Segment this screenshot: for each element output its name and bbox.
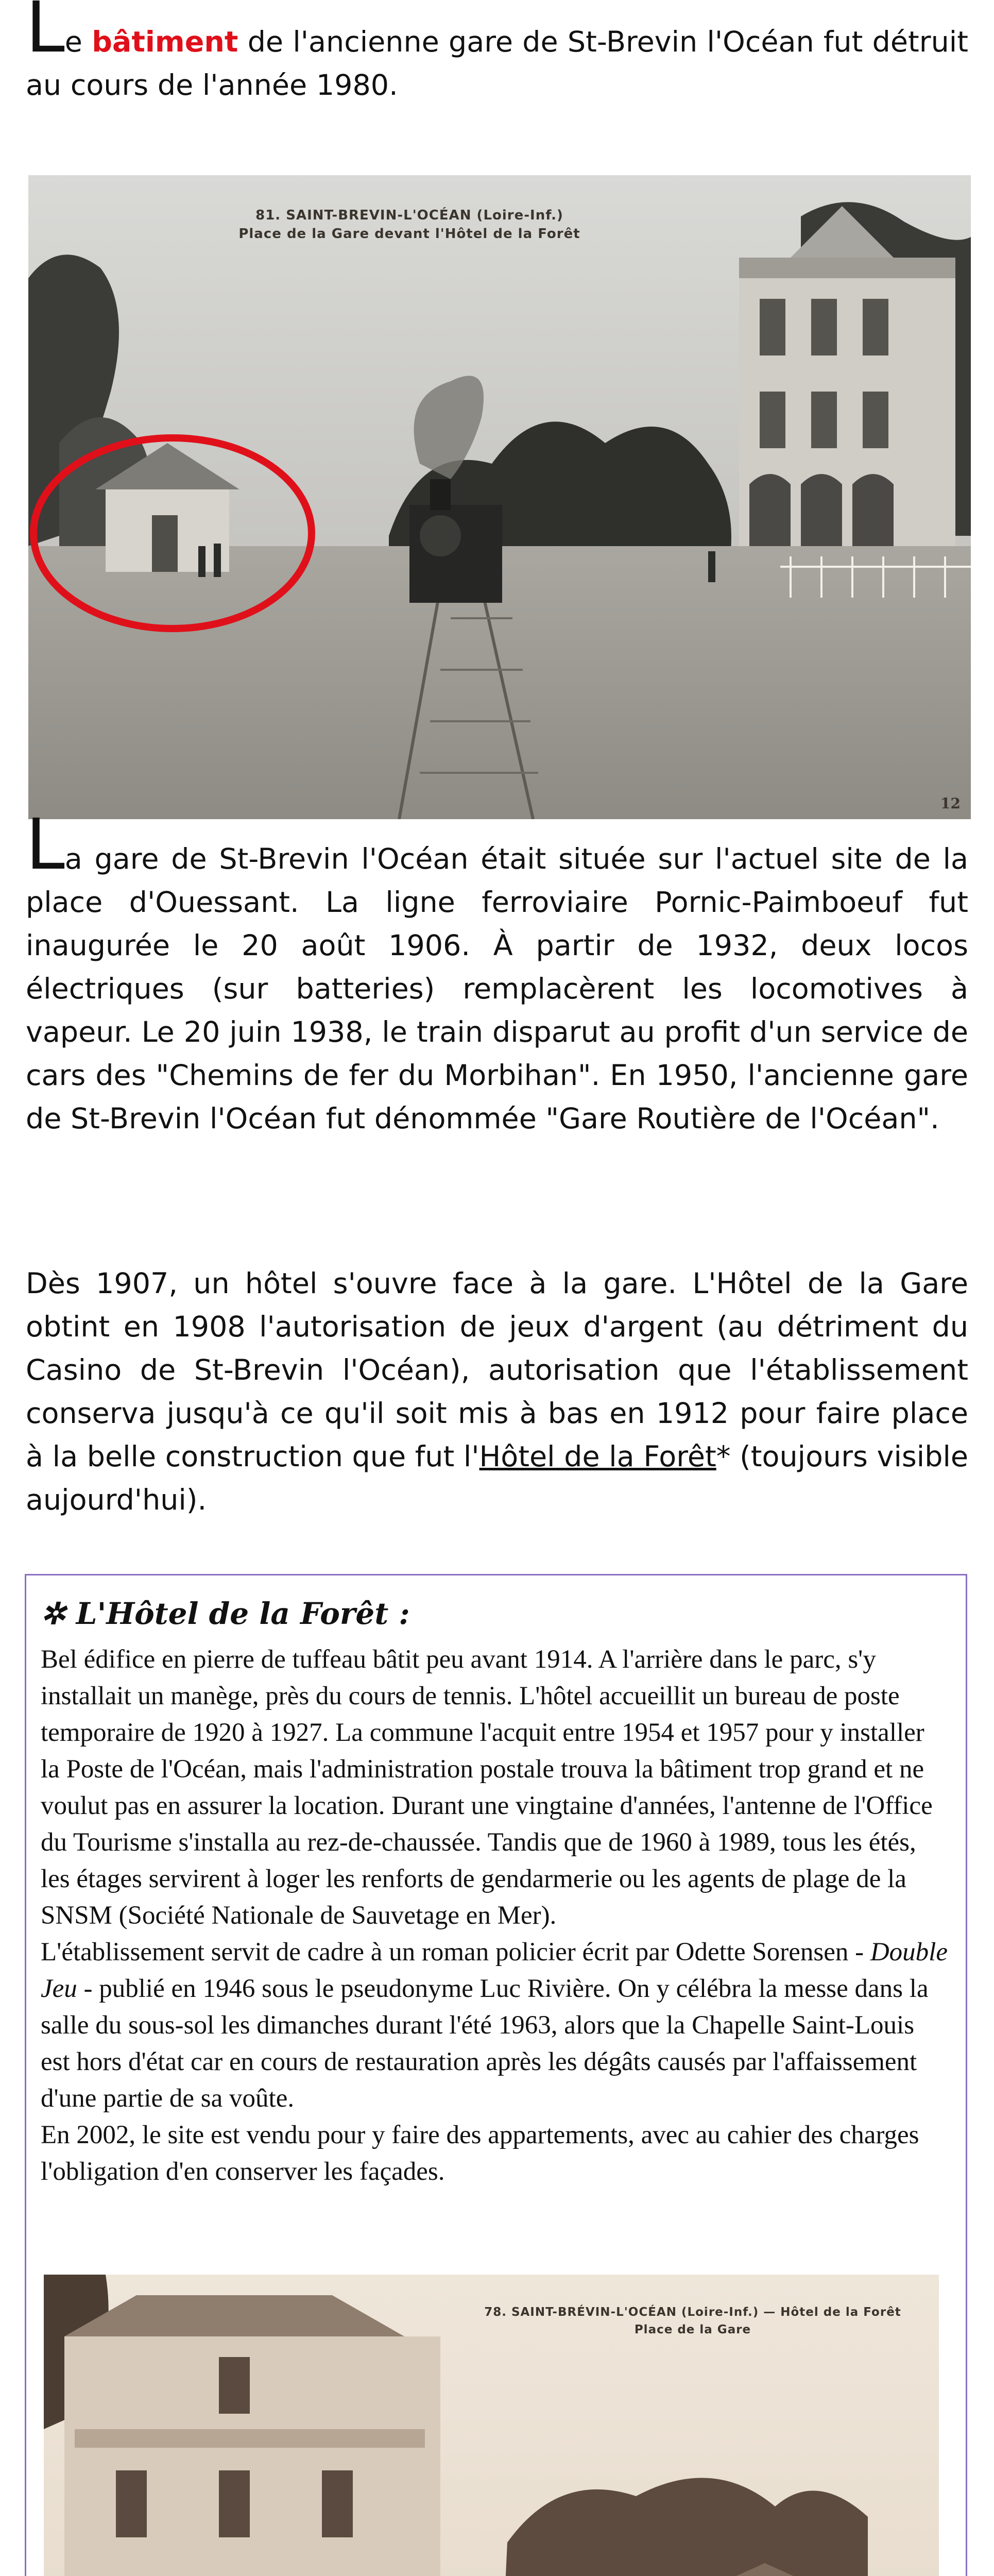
postcard-number: 12 (940, 795, 961, 812)
hotel-postcard-photo (44, 2275, 939, 2576)
postcard-caption: 81. SAINT-BREVIN-L'OCÉAN (Loire-Inf.) Place de la Gare devant l'Hôtel de la Forêt (238, 208, 580, 242)
box-paragraph-2: L'établissement servit de cadre à un roman policier écrit par Odette Sorensen - Double Jeu - publié en 1946 sous le pseudonyme Luc Rivière. On y célébra la messe dans la salle du sous-sol les dimanches durant l'été 1963, alors que la Chapelle Saint-Louis est hors d'état car en cours de restauration après les dégâts causés par l'affaissement d'une partie de sa voûte. (41, 1938, 948, 2113)
drop-cap: L (26, 804, 65, 886)
hotel-foret-box (25, 1574, 967, 2576)
box-text (41, 1641, 950, 2190)
box-paragraph-3: En 2002, le site est vendu pour y faire des appartements, avec au cahier des charges l'obligation d'en conserver les façades. (41, 2121, 919, 2186)
intro-paragraph: Le bâtiment de l'ancienne gare de St-Brevin l'Océan fut détruit au cours de l'année 1980. (26, 21, 968, 107)
postcard-caption: 78. SAINT-BRÉVIN-L'OCÉAN (Loire-Inf.) — Hôtel de la Forêt Place de la Gare (484, 2306, 901, 2336)
hotel-paragraph: Dès 1907, un hôtel s'ouvre face à la gare. L'Hôtel de la Gare obtint en 1908 l'autorisation de jeux d'argent (au détriment du Casino de St-Brevin l'Océan), autorisation que l'établissement conserva jusqu'à ce qu'il soit mis à bas en 1912 pour faire place à la belle construction que fut l'Hôtel de la Forêt* (toujours visible aujourd'hui). (26, 1267, 969, 1517)
station-postcard-photo (28, 175, 971, 819)
box-title: ✲ L'Hôtel de la Forêt : (41, 1596, 410, 1631)
highlight-word: bâtiment (92, 25, 238, 59)
hotel-link[interactable]: Hôtel de la Forêt (479, 1440, 716, 1473)
station-postcard-illustration (28, 175, 971, 819)
box-paragraph-1: Bel édifice en pierre de tuffeau bâtit peu avant 1914. A l'arrière dans le parc, s'y installait un manège, près du cours de tennis. L'hôtel accueillit un bureau de poste temporaire de 1920 à 1927. La commune l'acquit entre 1954 et 1957 pour y installer la Poste de l'Océan, mais l'administration postale trouva la bâtiment trop grand et ne voulut pas en assurer la location. Durant une vingtaine d'années, l'antenne de l'Office du Tourisme s'installa au rez-de-chaussée. Tandis que de 1960 à 1989, tous les étés, les étages servirent à loger les renforts de gendarmerie ou les agents de plage de la SNSM (Société Nationale de Sauvetage en Mer). (41, 1645, 933, 1930)
history-paragraph: La gare de St-Brevin l'Océan était située sur l'actuel site de la place d'Ouessant. La ligne ferroviaire Pornic-Paimboeuf fut inaugurée le 20 août 1906. À partir de 1932, deux locos électriques (sur batteries) remplacèrent les locomotives à vapeur. Le 20 juin 1938, le train disparut au profit d'un service de cars des "Chemins de fer du Morbihan". En 1950, l'ancienne gare de St-Brevin l'Océan fut dénommée "Gare Routière de l'Océan". (26, 804, 968, 1136)
drop-cap: L (26, 0, 65, 69)
book-title: Double Jeu (41, 1938, 948, 2003)
